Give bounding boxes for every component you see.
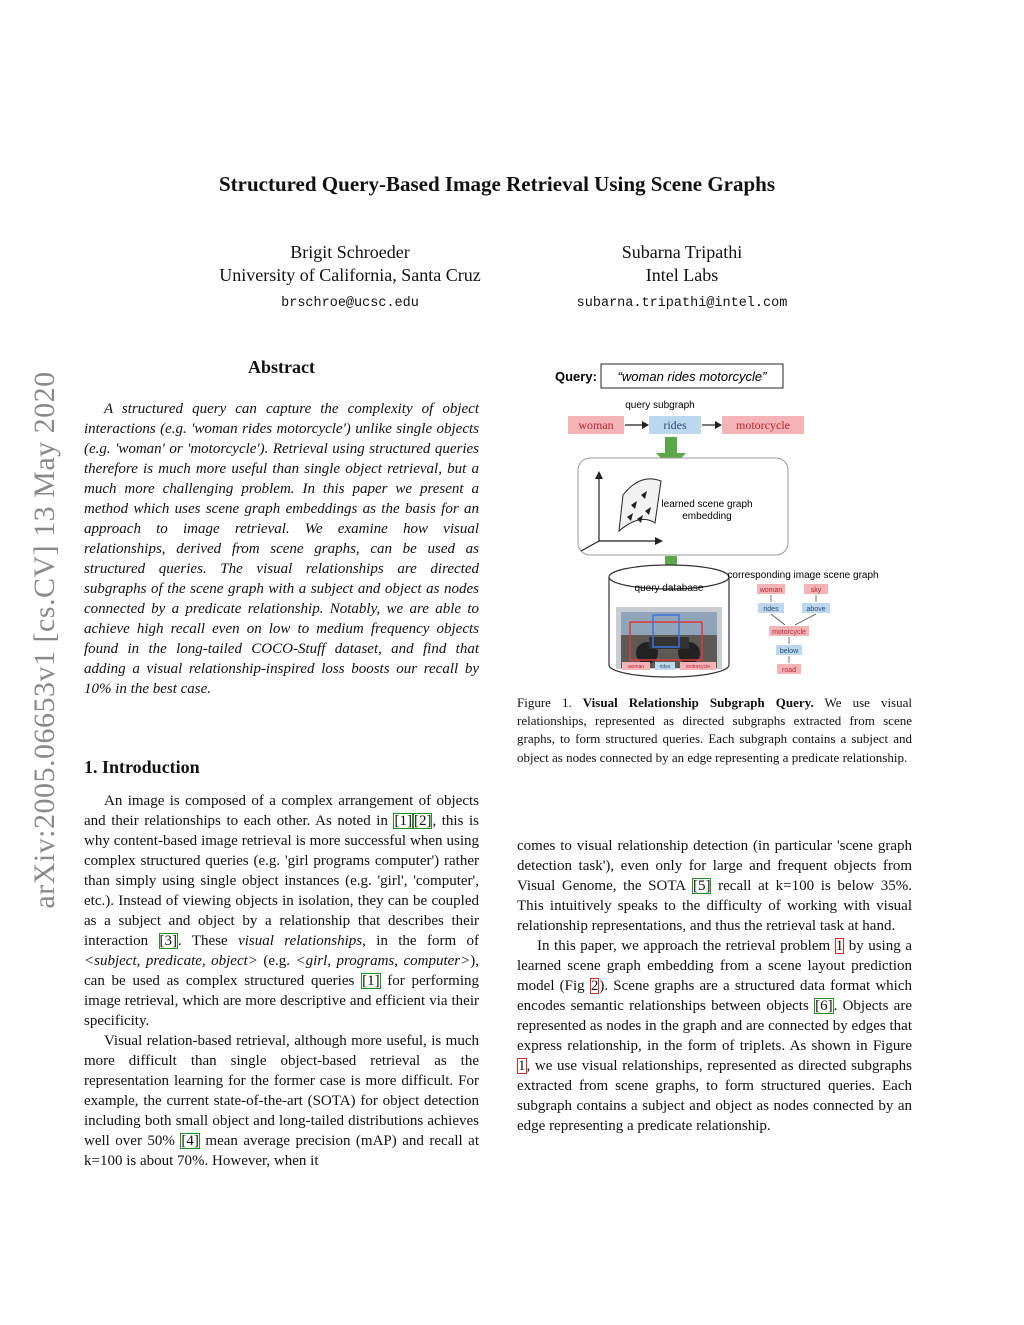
- citation-link[interactable]: [5]: [692, 878, 711, 894]
- intro-paragraph-2: Visual relation-based retrieval, although more useful, is much more difficult than single object-based retrieval as the representation learning for the former case is more difficult. For example, the current state-of-the-art (SOTA) for object detection including both small object and long-tailed distributions achieves well over 50% [4] mean average precision (mAP) and recall at k=100 is about 70%. However, when it: [84, 1033, 479, 1169]
- intro-body: [84, 791, 479, 1171]
- scene-graph-label: corresponding image scene graph: [727, 570, 879, 581]
- section-heading-introduction: 1. Introduction: [84, 757, 200, 777]
- right-paragraph-2: In this paper, we approach the retrieval problem 1 by using a learned scene graph embedding from a scene layout prediction model (Fig 2). Scene graphs are a structured data format which encodes semantic relationships between objects [6]. Objects are represented as nodes in the graph and are connected by edges that express relationship, in the form of triplets. As shown in Figure 1, we use visual relationships, represented as directed subgraphs extracted from scene graphs, to form structured queries. Each subgraph contains a subject and object as nodes connected by an edge representing a predicate relationship.: [517, 938, 912, 1134]
- arrow-head: [715, 421, 722, 429]
- embedding-label-1: learned scene graph: [661, 499, 753, 510]
- node-woman-label: woman: [578, 418, 614, 432]
- database-label: query database: [634, 583, 704, 594]
- citation-link[interactable]: [1]: [362, 973, 380, 989]
- figure-1: [545, 355, 895, 685]
- query-label: Query:: [555, 369, 597, 384]
- intro-paragraph-1: An image is composed of a complex arrangement of objects and their relationships to each other. As noted in [1] [2], this is why content-based image retrieval is more successful when using complex structured queries (e.g. 'girl programs computer') rather than simply using single object instances (e.g. 'girl', 'computer', etc.). Instead of viewing objects in isolation, they can be coupled as a subject and object by a relationship that describes their interaction [3]. These visual relationships, in the form of <subject, predicate, object> (e.g. <girl, programs, computer>), can be used as complex structured queries [1] for performing image retrieval, which are more descriptive and efficient via their specificity.: [84, 793, 480, 1029]
- sg-edge: [771, 614, 785, 625]
- figure-1-caption: Figure 1. Visual Relationship Subgraph Query. We use visual relationships, represented as directed subgraphs extracted from scene graphs, to form structured queries. Each subgraph contains a subject and object as nodes connected by an edge representing a predicate relationship.: [517, 695, 912, 765]
- author-name: Subarna Tripathi: [621, 242, 743, 262]
- abstract-text: A structured query can capture the complexity of object interactions (e.g. 'woman rides motorcycle') unlike single objects (e.g. 'woman' or 'motorcycle'). Retrieval using structured queries therefore is much more useful than single object retrieval, but a much more challenging problem. In this paper we present a method which uses scene graph embeddings as the basis for an approach to image retrieval. We examine how visual relationships, derived from scene graphs, can be used as structured queries. The visual relationships are directed subgraphs of the scene graph with a subject and object as nodes connected by a predicate relationship. Notably, we are able to achieve high recall even on low to medium frequency objects found in the long-tailed COCO-Stuff dataset, and find that adding a visual relationship-inspired loss boosts our recall by 10% in the best case.: [84, 401, 479, 697]
- sg-node-above-label: above: [806, 606, 826, 613]
- arxiv-id: arXiv:2005.06653v1 [cs.CV] 13 May 2020: [28, 371, 61, 909]
- author-affiliation: University of California, Santa Cruz: [219, 265, 481, 285]
- citation-link[interactable]: [4]: [181, 1133, 199, 1149]
- figure-link[interactable]: 2: [590, 978, 599, 994]
- thumb-node-rides-label: rides: [659, 664, 671, 670]
- paper-title: Structured Query-Based Image Retrieval Using Scene Graphs: [218, 172, 776, 196]
- sg-node-woman-label: woman: [759, 587, 783, 594]
- citation-link[interactable]: [2]: [413, 813, 432, 829]
- thumb-node-woman-label: woman: [627, 664, 645, 670]
- right-paragraph-1: comes to visual relationship detection (in particular 'scene graph detection task'), even only for large and frequent objects from Visual Genome, the SOTA [5] recall at k=100 is below 35%. This intuitively speaks to the difficulty of working with visual relationship representations, and thus the retrieval task at hand.: [517, 838, 913, 934]
- sg-edge: [795, 614, 816, 625]
- sg-node-motorcycle-label: motorcycle: [772, 629, 806, 636]
- author-affiliation: Intel Labs: [645, 265, 719, 285]
- flow-arrow-shaft: [665, 437, 677, 453]
- author-email: brschroe@ucsc.edu: [281, 296, 419, 311]
- author-block-1: [190, 241, 510, 315]
- citation-link[interactable]: [1]: [394, 813, 412, 829]
- node-rides-label: rides: [663, 418, 687, 432]
- sg-node-sky-label: sky: [810, 587, 822, 594]
- author-name: Brigit Schroeder: [290, 242, 410, 262]
- author-email: subarna.tripathi@intel.com: [576, 296, 788, 311]
- figure-1-diagram: [545, 355, 895, 685]
- query-text: “woman rides motorcycle”: [617, 369, 767, 384]
- arxiv-stamp: [20, 340, 70, 940]
- sg-node-road-label: road: [781, 667, 797, 674]
- figure-link[interactable]: 1: [518, 1058, 526, 1074]
- sg-node-below-label: below: [779, 648, 799, 655]
- node-motorcycle-label: motorcycle: [736, 418, 790, 432]
- right-column-body: [517, 836, 912, 1136]
- embedding-label-2: embedding: [682, 511, 732, 522]
- citation-link[interactable]: [3]: [159, 933, 178, 949]
- abstract-heading: Abstract: [248, 357, 315, 377]
- thumb-node-motorcycle-label: motorcycle: [685, 664, 711, 670]
- figure-link[interactable]: 1: [835, 938, 844, 954]
- sg-node-rides-label: rides: [763, 606, 779, 613]
- citation-link[interactable]: [6]: [815, 998, 833, 1014]
- author-block-2: [532, 241, 832, 315]
- subgraph-label: query subgraph: [625, 400, 695, 411]
- arrow-head: [642, 421, 649, 429]
